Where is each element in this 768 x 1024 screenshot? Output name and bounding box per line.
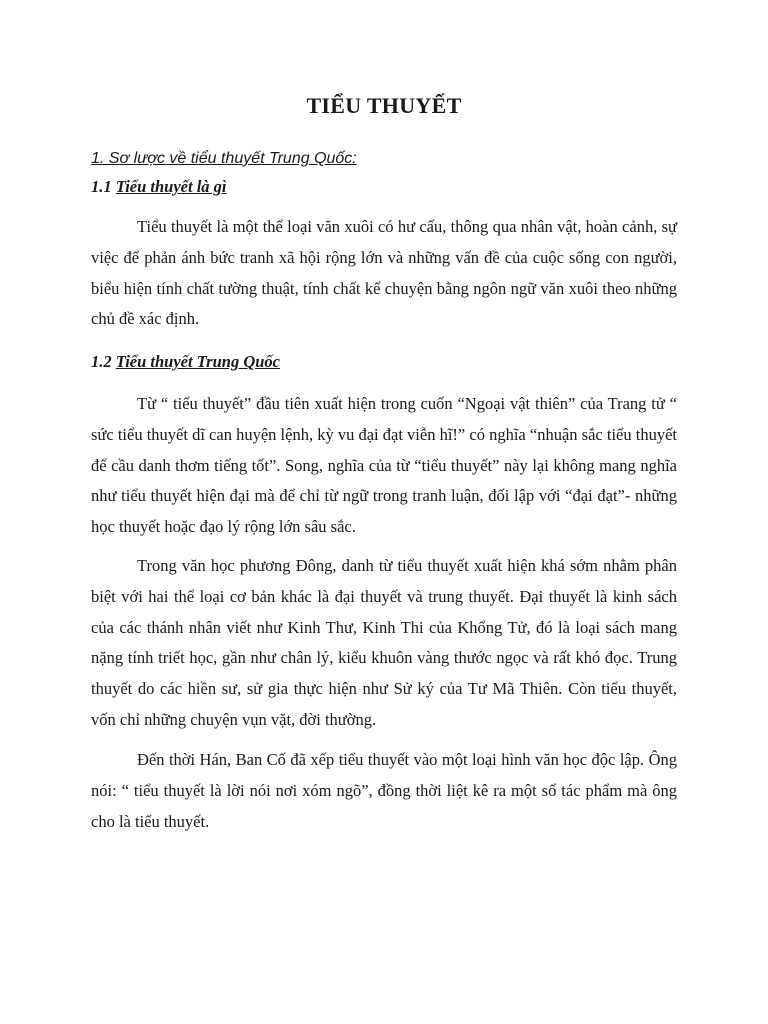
section-heading: 1. Sơ lược về tiểu thuyết Trung Quốc: [91,150,357,167]
subheading-1-1-label: Tiểu thuyết là gì [115,177,227,196]
subheading-1-2-label: Tiểu thuyết Trung Quốc [115,352,281,371]
document-title: TIỂU THUYẾT [306,93,462,118]
subheading-1-1 [91,177,227,197]
paragraph-2: Từ “ tiểu thuyết” đầu tiên xuất hiện trong cuốn “Ngoại vật thiên” của Trang tử “ sức tiểu thuyết dĩ can huyện lệnh, kỳ vu đại đạt viễn hĩ!” có nghĩa “nhuận sắc tiểu thuyết để cầu danh thơm tiếng tốt”. Song, nghĩa của từ “tiểu thuyết” này lại không mang nghĩa như tiểu thuyết hiện đại mà để chỉ từ ngữ trong tranh luận, đối lập với “đại đạt”- những học thuyết hoặc đạo lý rộng lớn sâu sắc. [91,394,677,537]
subheading-1-2-number: 1.2 [91,352,112,371]
subheading-1-1-number: 1.1 [91,177,112,196]
paragraph-3: Trong văn học phương Đông, danh từ tiểu thuyết xuất hiện khá sớm nhằm phân biệt với hai thể loại cơ bản khác là đại thuyết và trung thuyết. Đại thuyết là kinh sách của các thánh nhân viết như Kinh Thư, Kinh Thi của Khổng Tử, đó là loại sách mang nặng tính triết học, gần như chân lý, kiểu khuôn vàng thước ngọc và rất khó đọc. Trung thuyết do các hiền sư, sử gia thực hiện như Sử ký của Tư Mã Thiên. Còn tiểu thuyết, vốn chỉ những chuyện vụn vặt, đời thường. [91,556,677,729]
paragraph-4: Đến thời Hán, Ban Cố đã xếp tiểu thuyết vào một loại hình văn học độc lập. Ông nói: “ tiểu thuyết là lời nói nơi xóm ngõ”, đồng thời liệt kê ra một số tác phẩm mà ông cho là tiểu thuyết. [91,750,677,831]
paragraph-1: Tiểu thuyết là một thể loại văn xuôi có hư cấu, thông qua nhân vật, hoàn cảnh, sự việc để phản ánh bức tranh xã hội rộng lớn và những vấn đề của cuộc sống con người, biểu hiện tính chất tường thuật, tính chất kể chuyện bằng ngôn ngữ văn xuôi theo những chủ đề xác định. [91,217,677,329]
subheading-1-2 [91,352,280,372]
